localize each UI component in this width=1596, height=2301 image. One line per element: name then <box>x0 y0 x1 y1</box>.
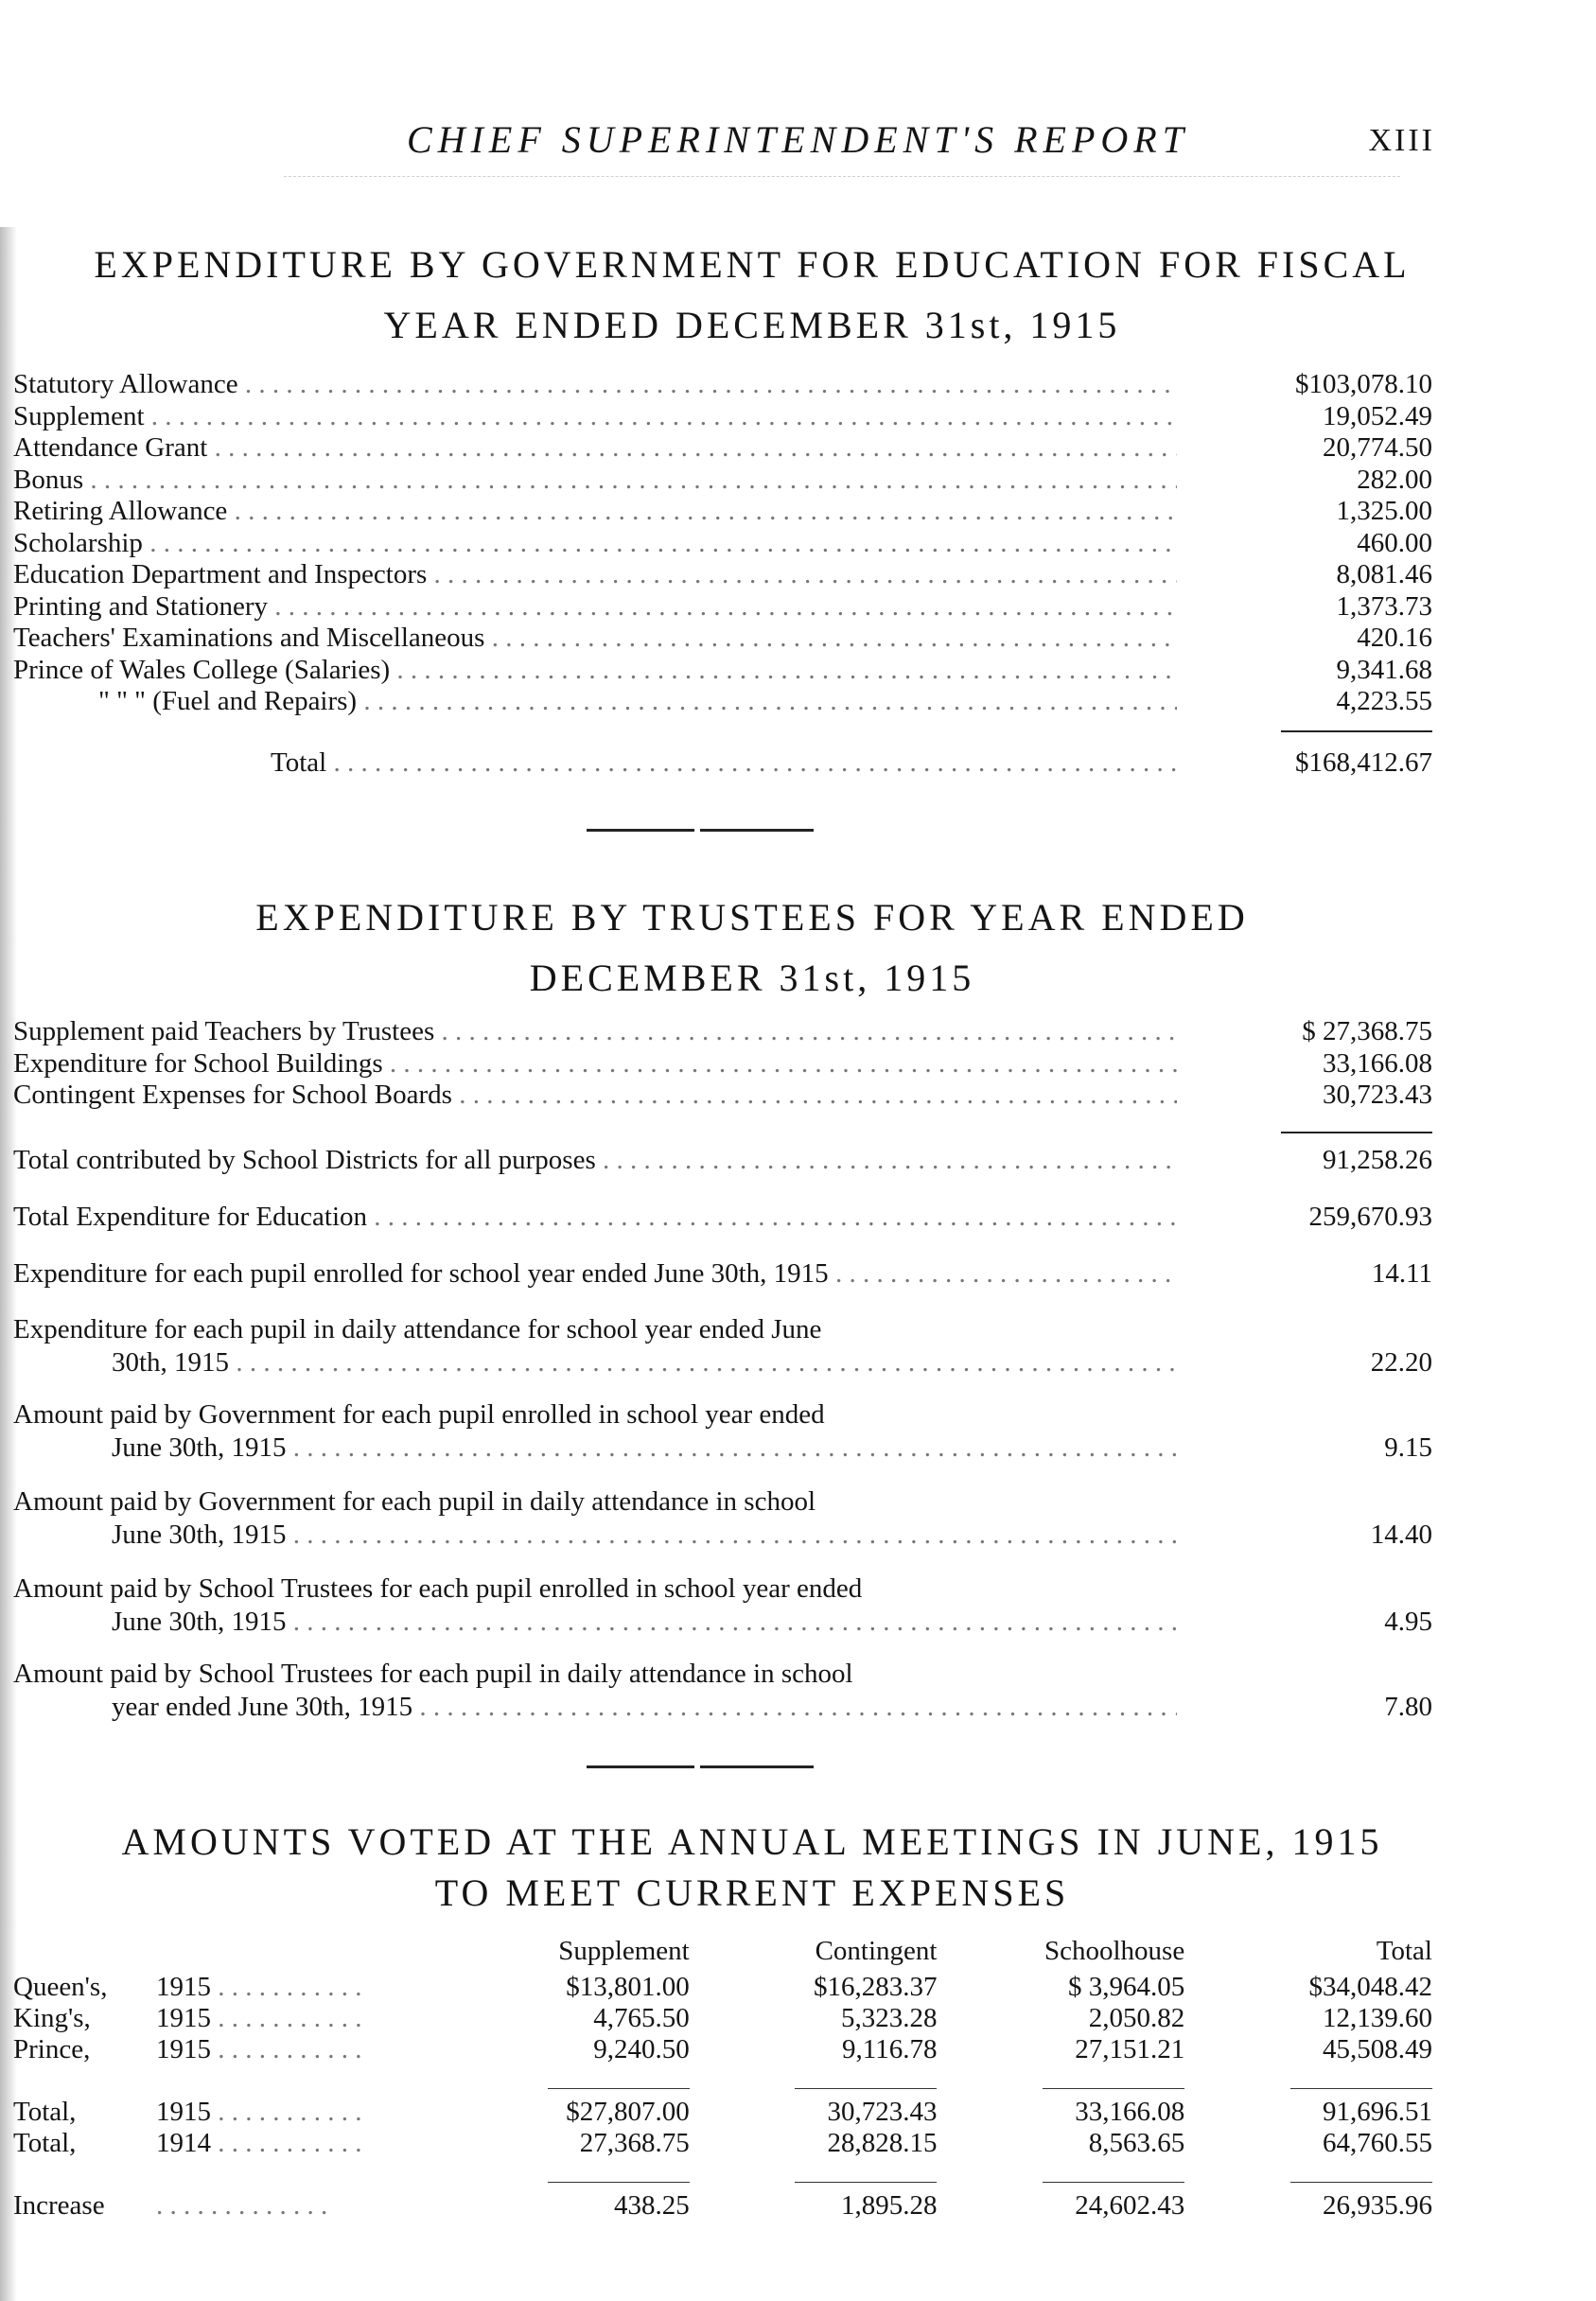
row-amount: $103,078.10 <box>1295 369 1432 399</box>
cell-value: 64,760.55 <box>1323 2128 1432 2158</box>
table-row: Total, 1914 . . . . . . . . . . . 27,368.75 28,828.15 8,563.65 64,760.55 <box>13 2128 1432 2158</box>
column-header: Contingent <box>815 1935 938 1966</box>
cell-value: 12,139.60 <box>1323 2003 1432 2033</box>
increase-row: Increase . . . . . . . . . . . . . 438.25 1,895.28 24,602.43 26,935.96 <box>13 2190 1432 2221</box>
rule-row <box>13 2065 1432 2097</box>
cell-value: $ 3,964.05 <box>1067 1972 1185 2002</box>
per-pupil-enrolled <box>13 1258 1432 1291</box>
per-pupil-attendance <box>13 1313 1432 1379</box>
cell-value: 33,166.08 <box>1075 2097 1185 2127</box>
cell-value: 24,602.43 <box>1075 2190 1185 2221</box>
table-row <box>13 559 1432 591</box>
table-row: Total, 1915 . . . . . . . . . . . $27,807.00 30,723.43 33,166.08 91,696.51 <box>13 2097 1432 2127</box>
row-amount: $ 27,368.75 <box>1302 1016 1432 1046</box>
row-amount: 22.20 <box>1370 1347 1432 1378</box>
section2-heading <box>9 887 1495 1009</box>
table-row <box>13 1080 1432 1112</box>
table-row <box>13 655 1432 687</box>
row-label: Total Expenditure for Education . . . <box>13 1202 1177 1234</box>
row-amount: 20,774.50 <box>1323 432 1432 463</box>
section3-heading-line2: TO MEET CURRENT EXPENSES <box>434 1871 1070 1914</box>
table-row <box>13 1202 1432 1234</box>
row-label: Bonus . . . <box>13 465 1177 497</box>
row-label: Attendance Grant . . . <box>13 432 1177 465</box>
cell-value: 30,723.43 <box>827 2097 938 2127</box>
section3-heading-line1: AMOUNTS VOTED AT THE ANNUAL MEETINGS IN JUNE, 1915 <box>121 1820 1383 1863</box>
row-label: Statutory Allowance . . . <box>13 369 1177 401</box>
row-amount: 30,723.43 <box>1323 1080 1432 1110</box>
table-row: Prince, 1915 . . . . . . . . . . . 9,240.50 9,116.78 27,151.21 45,508.49 <box>13 2034 1432 2064</box>
row-amount: 91,258.26 <box>1323 1145 1432 1175</box>
cell-value: $27,807.00 <box>566 2097 690 2127</box>
sum-rule <box>1281 730 1432 732</box>
running-head <box>0 117 1596 165</box>
table-row <box>13 401 1432 433</box>
row-amount: 4.95 <box>1384 1607 1432 1637</box>
table-row <box>13 432 1432 465</box>
row-amount: 1,373.73 <box>1336 590 1432 622</box>
cell-value: 4,765.50 <box>593 2003 690 2033</box>
row-name: Queen's, <box>13 1972 108 2002</box>
row-label: Expenditure for School Buildings . . . <box>13 1048 1177 1080</box>
row-label: Supplement paid Teachers by Trustees . . . <box>13 1016 1177 1048</box>
table-row <box>13 686 1432 718</box>
cell-value: 2,050.82 <box>1088 2003 1185 2033</box>
section1-rows <box>13 369 1432 718</box>
column-header: Supplement <box>558 1935 690 1966</box>
row-label-line1: Amount paid by School Trustees for each pupil in daily attendance in school <box>13 1659 853 1689</box>
table-row <box>13 1048 1432 1080</box>
row-label-line1: Amount paid by Government for each pupil enrolled in school year ended <box>13 1399 825 1430</box>
row-amount: 4,223.55 <box>1336 686 1432 716</box>
row-label: " " " (Fuel and Repairs) . . . <box>13 686 1177 718</box>
section3-heading <box>9 1817 1495 1919</box>
running-head-title: CHIEF SUPERINTENDENT'S REPORT <box>407 118 1189 161</box>
row-amount: 282.00 <box>1357 464 1432 495</box>
rule-row <box>13 2159 1432 2190</box>
table-row <box>13 623 1432 655</box>
table-row <box>13 369 1432 401</box>
table-row <box>13 1258 1432 1291</box>
row-name: Increase <box>13 2190 105 2221</box>
table-row <box>13 496 1432 528</box>
row-year: 1915 <box>156 2003 211 2033</box>
section-divider <box>587 1765 814 1768</box>
cell-value: 91,696.51 <box>1323 2097 1432 2127</box>
row-amount: 420.16 <box>1357 623 1432 653</box>
table-row: Queen's, 1915 . . . . . . . . . . . $13,801.00 $16,283.37 $ 3,964.05 $34,048.42 <box>13 1972 1432 2002</box>
row-label-line1: Amount paid by School Trustees for each pupil enrolled in school year ended <box>13 1573 863 1604</box>
row-amount: 9.15 <box>1384 1432 1432 1463</box>
row-name: King's, <box>13 2003 91 2033</box>
row-name: Prince, <box>13 2034 91 2064</box>
cell-value: 5,323.28 <box>840 2003 938 2033</box>
total-education <box>13 1202 1432 1234</box>
cell-value: 27,368.75 <box>579 2128 690 2158</box>
row-amount: 14.40 <box>1370 1519 1432 1550</box>
cell-value: 26,935.96 <box>1323 2190 1432 2221</box>
total-label: Total . . . <box>13 747 1177 780</box>
section-divider <box>587 829 814 832</box>
total-amount: $168,412.67 <box>1295 747 1432 778</box>
trustees-attendance <box>13 1658 1432 1724</box>
table-row <box>13 1145 1432 1177</box>
row-amount: 460.00 <box>1357 527 1432 558</box>
row-label-line2: June 30th, 1915 . . . <box>13 1519 1177 1552</box>
table-row <box>13 591 1432 624</box>
table-row <box>13 528 1432 560</box>
row-amount: 259,670.93 <box>1308 1202 1432 1232</box>
total-districts <box>13 1145 1432 1177</box>
row-label: Scholarship . . . <box>13 528 1177 560</box>
table-row <box>13 465 1432 497</box>
row-year: 1914 <box>156 2128 211 2158</box>
row-label-line2: 30th, 1915 . . . <box>13 1346 1177 1379</box>
row-label-line2: year ended June 30th, 1915 . . . <box>13 1691 1177 1724</box>
table-row <box>13 1016 1432 1048</box>
column-header: Schoolhouse <box>1044 1935 1185 1966</box>
table-header-row <box>13 1930 1432 1972</box>
votes-table <box>13 1930 1432 2222</box>
row-amount: 14.11 <box>1371 1258 1432 1289</box>
row-label: Prince of Wales College (Salaries) . . . <box>13 655 1177 687</box>
row-name: Total, <box>13 2128 77 2158</box>
row-year: 1915 <box>156 2034 211 2064</box>
page-number: XIII <box>1368 123 1435 158</box>
table-row: King's, 1915 . . . . . . . . . . . 4,765.50 5,323.28 2,050.82 12,139.60 <box>13 2003 1432 2033</box>
row-amount: 9,341.68 <box>1336 654 1432 685</box>
cell-value: 1,895.28 <box>840 2190 938 2221</box>
cell-value: 27,151.21 <box>1075 2034 1185 2064</box>
row-label-line2: June 30th, 1915 . . . <box>13 1606 1177 1639</box>
total-row <box>13 747 1432 780</box>
cell-value: 8,563.65 <box>1088 2128 1185 2158</box>
section1-heading-line1: EXPENDITURE BY GOVERNMENT FOR EDUCATION FOR FISCAL <box>94 243 1411 286</box>
row-amount: 33,166.08 <box>1323 1047 1432 1079</box>
section2-rows <box>13 1016 1432 1112</box>
row-label: Supplement . . . <box>13 401 1177 433</box>
section1-total <box>13 747 1432 780</box>
row-label: Printing and Stationery . . . <box>13 591 1177 624</box>
row-label: Education Department and Inspectors . . . <box>13 559 1177 591</box>
row-name: Total, <box>13 2097 77 2127</box>
row-label: Retiring Allowance . . . <box>13 496 1177 528</box>
row-label: Teachers' Examinations and Miscellaneous . . . <box>13 623 1177 655</box>
running-head-rule <box>284 176 1400 177</box>
cell-value: 28,828.15 <box>827 2128 938 2158</box>
row-year: 1915 <box>156 1972 211 2002</box>
cell-value: 438.25 <box>613 2190 690 2221</box>
cell-value: 45,508.49 <box>1323 2034 1432 2064</box>
trustees-enrolled <box>13 1572 1432 1639</box>
gov-attendance <box>13 1485 1432 1552</box>
section2-heading-line2: DECEMBER 31st, 1915 <box>529 957 975 999</box>
section2-heading-line1: EXPENDITURE BY TRUSTEES FOR YEAR ENDED <box>255 896 1249 939</box>
row-amount: 7.80 <box>1384 1692 1432 1722</box>
cell-value: $16,283.37 <box>813 1972 938 2002</box>
section1-heading <box>9 235 1495 356</box>
row-amount: 8,081.46 <box>1336 559 1432 589</box>
column-header: Total <box>1376 1935 1432 1966</box>
cell-value: $13,801.00 <box>566 1972 690 2002</box>
section1-heading-line2: YEAR ENDED DECEMBER 31st, 1915 <box>383 304 1121 346</box>
cell-value: 9,116.78 <box>842 2034 938 2064</box>
row-label: Expenditure for each pupil enrolled for school year ended June 30th, 1915 . . . <box>13 1258 1177 1291</box>
gov-enrolled <box>13 1398 1432 1465</box>
row-amount: 1,325.00 <box>1336 496 1432 526</box>
row-year: 1915 <box>156 2097 211 2127</box>
row-amount: 19,052.49 <box>1323 400 1432 431</box>
sum-rule <box>1281 1132 1432 1133</box>
row-label-line2: June 30th, 1915 . . . <box>13 1432 1177 1465</box>
row-label: Total contributed by School Districts for all purposes . . . <box>13 1145 1177 1177</box>
cell-value: $34,048.42 <box>1308 1972 1432 2002</box>
row-label: Contingent Expenses for School Boards . . . <box>13 1080 1177 1112</box>
row-label-line1: Expenditure for each pupil in daily attendance for school year ended June <box>13 1314 822 1344</box>
row-label-line1: Amount paid by Government for each pupil in daily attendance in school <box>13 1486 816 1517</box>
cell-value: 9,240.50 <box>593 2034 690 2064</box>
